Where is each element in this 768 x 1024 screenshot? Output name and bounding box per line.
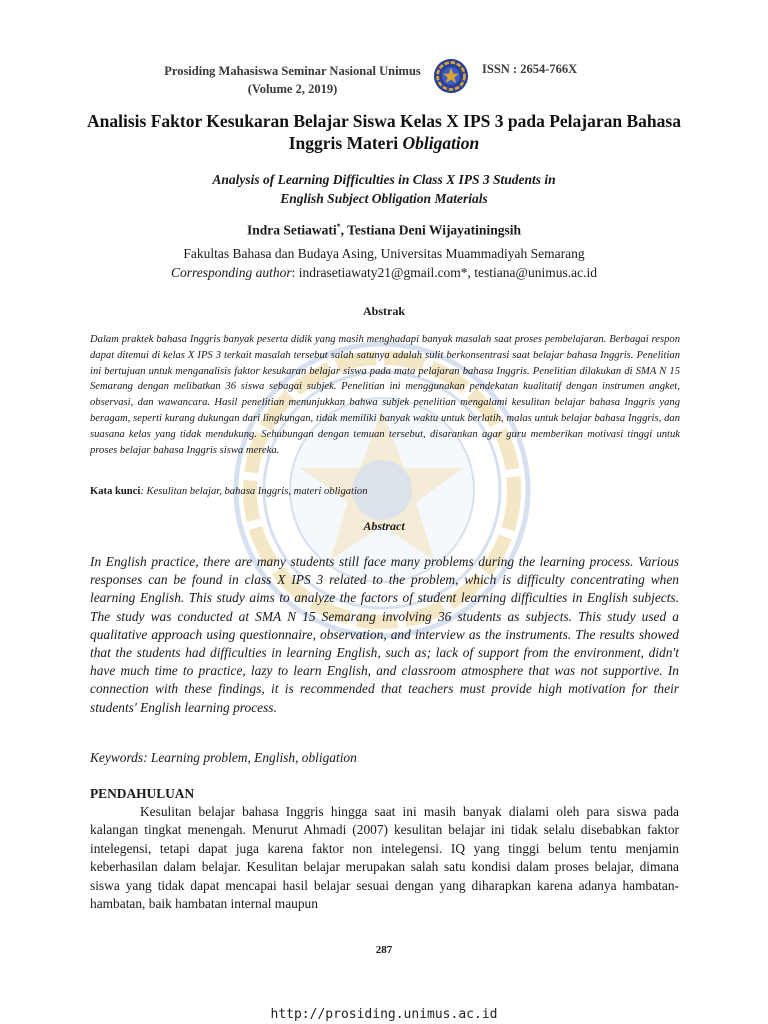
author-1-mark: *: [336, 222, 341, 231]
corresponding-author: [60, 263, 708, 282]
affiliation: Fakultas Bahasa dan Budaya Asing, Universitas Muammadiyah Semarang: [183, 246, 585, 261]
subtitle-line-1: Analysis of Learning Difficulties in Class X IPS 3 Students in: [212, 172, 556, 187]
journal-name: Prosiding Mahasiswa Seminar Nasional Unimus: [164, 64, 421, 78]
paper-title-main: Analisis Faktor Kesukaran Belajar Siswa Kelas X IPS 3 pada Pelajaran Bahasa Inggris Materi: [87, 111, 681, 153]
abstract-text: In English practice, there are many students still face many problems during the learning process. Various responses can be found in class X IPS 3 related to the problem, which is difficulty concentrating when learning English. This study aims to analyze the factors of student learning difficulties in English subjects. The study was conducted at SMA N 15 Semarang involving 36 students as subjects. This study used a qualitative approach using questionnaire, observation, and interview as the instruments. The results showed that the students had difficulties in learning English, such as; lack of support from the environment, didn't have much time to practice, lazy to learn English, and classroom atmosphere that was not supportive. In connection with these findings, it is recommended that teachers must provide high motivation for their students' English learning process.: [90, 554, 679, 715]
corresponding-emails: : indrasetiawaty21@gmail.com*, testiana@unimus.ac.id: [291, 265, 597, 280]
affiliation-block: [60, 244, 708, 282]
keywords: Keywords: Learning problem, English, obligation: [90, 750, 357, 765]
paper-title-italic: Obligation: [402, 133, 480, 153]
corresponding-label: Corresponding author: [171, 265, 292, 280]
section-heading-pendahuluan: PENDAHULUAN: [90, 786, 195, 801]
subtitle-line-2: English Subject Obligation Materials: [280, 191, 488, 206]
authors: [60, 222, 708, 239]
introduction-paragraph: Kesulitan belajar bahasa Inggris hingga saat ini masih banyak dialami oleh para siswa pada kalangan tingkat menengah. Menurut Ahmadi (2007) kesulitan belajar ini tidak selalu disebabkan faktor intelegensi, tetapi dapat juga karena faktor non intelegensi. IQ yang tinggi belum tentu menjamin keberhasilan dalam belajar. Kesulitan belajar merupakan salah satu kondisi dalam proses belajar, dimana siswa yang tidak dapat mencapai hasil belajar sesuai dengan yang diharapkan karena adanya hambatan-hambatan, baik hambatan internal maupun: [90, 804, 679, 912]
journal-volume: (Volume 2, 2019): [247, 82, 338, 96]
kata-kunci-label: Kata kunci: [90, 486, 141, 497]
footer-url-link[interactable]: http://prosiding.unimus.ac.id: [270, 1007, 498, 1022]
author-1: Indra Setiawati: [247, 222, 337, 238]
author-2: , Testiana Deni Wijayatiningsih: [340, 222, 521, 238]
university-logo-icon: [433, 58, 469, 94]
abstrak-text: Dalam praktek bahasa Inggris banyak peserta didik yang masih menghadapi banyak masalah saat proses pembelajaran. Berbagai respon dapat ditemui di kelas X IPS 3 terkait masalah tersebut salah satunya adalah sulit berkonsentrasi saat belajar bahasa Inggris. Penelitian ini bertujuan untuk menganalisis faktor kesukaran belajar siswa pada mata pelajaran bahasa Inggris. Penelitian dilakukan di SMA N 15 Semarang dengan melibatkan 36 siswa sebagai subjek. Penelitian ini menggunakan pendekatan kualitatif dengan instrumen angket, observasi, dan wawancara. Hasil penelitian menunjukkan bahwa subjek penelitian mengalami kesulitan belajar bahasa Inggris yang beragam, seperti kurang dukungan dari lingkungan, tidak memiliki banyak waktu untuk berlatih, malas untuk belajar bahasa Inggris, dan suasana kelas yang tidak mendukung. Sehubungan dengan temuan tersebut, disarankan agar guru memberikan motivasi tinggi untuk proses belajar bahasa Inggris siswa mereka.: [90, 334, 680, 456]
paper-title: [60, 110, 708, 154]
issn-number: ISSN : 2654-766X: [482, 62, 578, 76]
kata-kunci-values: : Kesulitan belajar, bahasa Inggris, materi obligation: [140, 486, 368, 497]
kata-kunci: [90, 486, 680, 497]
paper-subtitle: [60, 170, 708, 208]
abstract-heading: Abstract: [363, 519, 405, 533]
abstrak-heading: Abstrak: [362, 304, 405, 318]
page-number: 287: [375, 944, 393, 956]
journal-header: [160, 62, 425, 98]
